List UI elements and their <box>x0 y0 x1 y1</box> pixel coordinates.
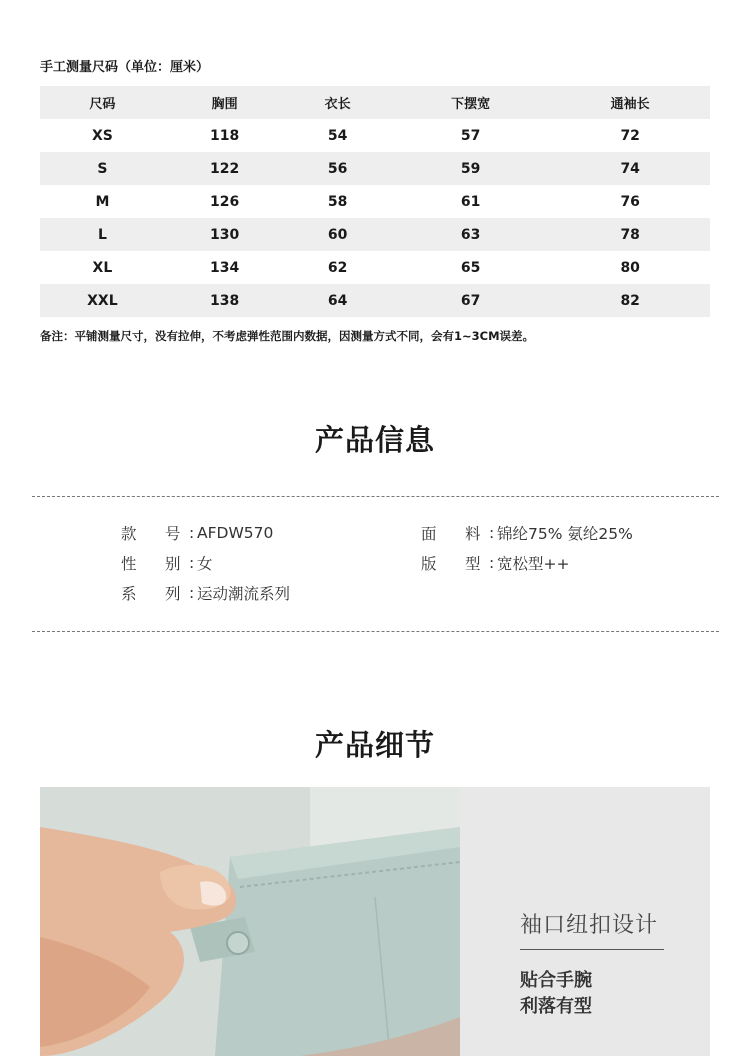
info-value: 女 <box>197 555 213 573</box>
table-row <box>40 218 710 251</box>
header-length: 衣长 <box>324 97 351 112</box>
info-label-char: 料 <box>465 525 481 543</box>
cell-chest: 126 <box>209 193 240 210</box>
info-colon: : <box>189 584 195 602</box>
detail-feature-title: 袖口纽扣设计 <box>520 913 659 938</box>
cell-sleeve-length: 72 <box>620 127 640 144</box>
cell-sleeve-length: 78 <box>620 226 640 243</box>
detail-divider <box>520 949 664 950</box>
detail-feature-line-1: 贴合手腕 <box>520 970 592 991</box>
info-label-char: 列 <box>165 585 181 603</box>
cell-hem-width: 57 <box>460 127 481 144</box>
header-hem-width: 下摆宽 <box>451 97 491 112</box>
header-chest: 胸围 <box>211 97 238 112</box>
info-label-char: 版 <box>421 555 437 573</box>
size-table <box>40 86 710 317</box>
info-label-char: 系 <box>121 585 137 603</box>
cell-chest: 134 <box>209 259 240 276</box>
table-row <box>40 119 710 152</box>
cell-chest: 122 <box>209 160 240 177</box>
size-table-header-row <box>40 86 710 119</box>
info-label-char: 别 <box>165 555 181 573</box>
detail-feature-line-2: 利落有型 <box>520 996 592 1017</box>
cell-length: 62 <box>327 259 348 276</box>
cell-length: 56 <box>327 160 348 177</box>
cell-hem-width: 61 <box>460 193 481 210</box>
cell-sleeve-length: 80 <box>620 259 640 276</box>
product-detail-title: 产品细节 <box>314 728 435 762</box>
info-value: 运动潮流系列 <box>197 585 291 603</box>
table-row <box>40 185 710 218</box>
info-colon: : <box>189 524 195 542</box>
info-item-fit <box>421 551 569 575</box>
cell-hem-width: 67 <box>460 292 481 309</box>
detail-photo <box>40 787 460 1056</box>
info-label-char: 款 <box>121 525 137 543</box>
info-value: 锦纶75% 氨纶25% <box>497 525 633 543</box>
info-item-style-number <box>121 521 273 545</box>
cell-hem-width: 59 <box>460 160 481 177</box>
cuff-photo-illustration <box>40 787 460 1056</box>
table-row <box>40 251 710 284</box>
info-value: 宽松型++ <box>497 555 570 573</box>
cell-sleeve-length: 74 <box>620 160 640 177</box>
cell-length: 54 <box>327 127 348 144</box>
cell-length: 58 <box>327 193 348 210</box>
cell-chest: 118 <box>209 127 240 144</box>
cell-hem-width: 65 <box>460 259 481 276</box>
cell-length: 64 <box>327 292 348 309</box>
cell-length: 60 <box>327 226 348 243</box>
info-colon: : <box>189 554 195 572</box>
info-label-char: 号 <box>165 525 181 543</box>
info-colon: : <box>489 524 495 542</box>
info-colon: : <box>489 554 495 572</box>
cell-size: XS <box>91 127 113 144</box>
info-item-gender <box>121 551 213 575</box>
header-sleeve-length: 通袖长 <box>610 97 650 112</box>
info-value: AFDW570 <box>197 524 274 542</box>
cell-hem-width: 63 <box>460 226 481 243</box>
table-row <box>40 152 710 185</box>
size-chart-note: 备注：平铺测量尺寸，没有拉伸，不考虑弹性范围内数据，因测量方式不同，会有1~3CM误差。 <box>40 329 535 343</box>
divider <box>32 496 719 497</box>
info-item-series <box>121 581 290 605</box>
cell-size: XXL <box>87 292 118 309</box>
header-size: 尺码 <box>89 97 116 112</box>
info-item-fabric <box>421 521 633 545</box>
cell-size: S <box>97 160 108 177</box>
cell-sleeve-length: 82 <box>620 292 640 309</box>
divider <box>32 631 719 632</box>
product-info-title: 产品信息 <box>314 423 435 457</box>
size-chart-title: 手工测量尺码（单位：厘米） <box>40 60 210 75</box>
cell-chest: 138 <box>209 292 240 309</box>
cell-chest: 130 <box>209 226 240 243</box>
cell-size: L <box>97 226 107 243</box>
info-label-char: 性 <box>121 555 137 573</box>
info-label-char: 面 <box>421 525 437 543</box>
info-label-char: 型 <box>465 555 481 573</box>
cell-size: XL <box>92 259 113 276</box>
cell-sleeve-length: 76 <box>620 193 640 210</box>
table-row <box>40 284 710 317</box>
cell-size: M <box>95 193 110 210</box>
